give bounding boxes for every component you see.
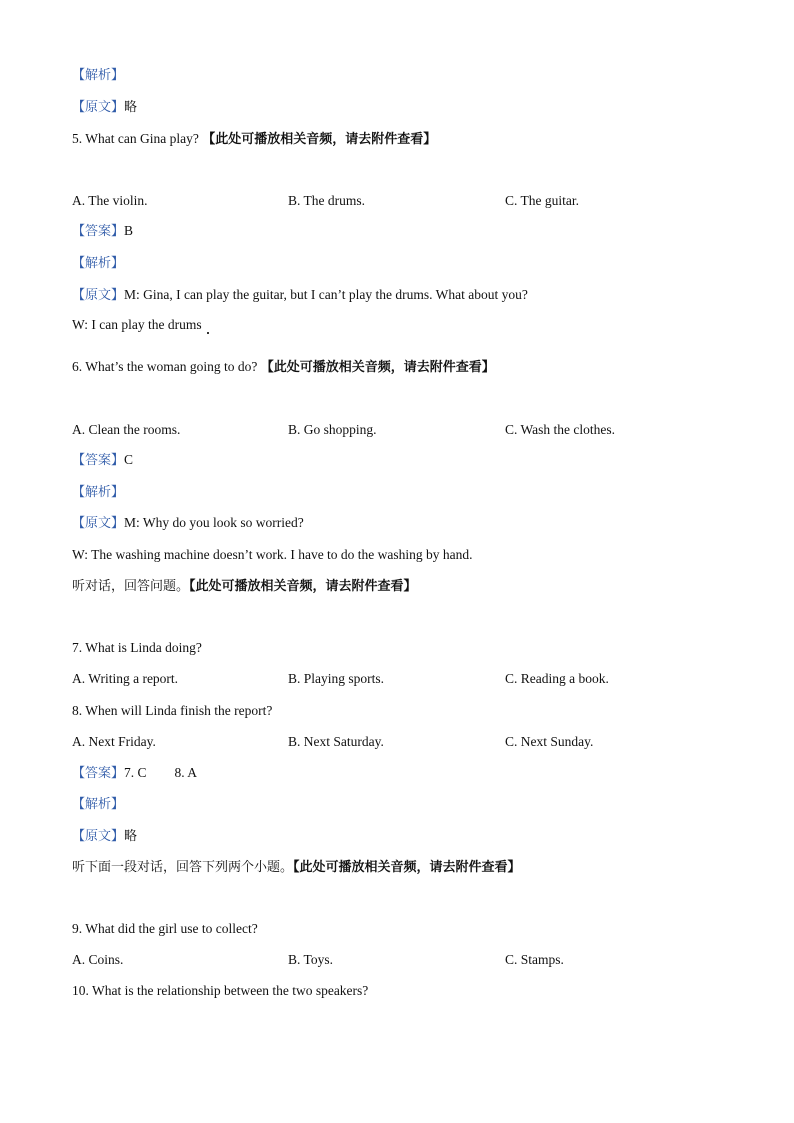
q5-original-2: W: I can play the drums [72, 317, 202, 332]
q8-option-c: C. Next Sunday. [505, 734, 594, 749]
q6-original: 【原文】M: Why do you look so worried? [72, 515, 304, 531]
q5-option-c: C. The guitar. [505, 193, 579, 208]
question-7: 7. What is Linda doing? [72, 640, 202, 655]
section-9-10-instruction: 听下面一段对话，回答下列两个小题。【此处可播放相关音频，请去附件查看】 [72, 860, 521, 875]
question-9: 9. What did the girl use to collect? [72, 921, 258, 936]
analysis-tag: 【解析】 [72, 68, 125, 83]
q8-option-b: B. Next Saturday. [288, 734, 384, 749]
q7-option-c: C. Reading a book. [505, 671, 609, 686]
q5-option-b: B. The drums. [288, 193, 365, 208]
q9-option-b: B. Toys. [288, 952, 333, 967]
question-5: 5. What can Gina play? 【此处可播放相关音频，请去附件查看】 [72, 131, 437, 147]
q7-8-answer: 【答案】7. C 8. A [72, 765, 198, 781]
question-8: 8. When will Linda finish the report? [72, 703, 273, 718]
q5-option-a: A. The violin. [72, 193, 148, 208]
q8-option-a: A. Next Friday. [72, 734, 156, 749]
q6-original-2: W: The washing machine doesn’t work. I have to do the washing by hand. [72, 547, 473, 562]
q9-option-c: C. Stamps. [505, 952, 564, 967]
original-text-line: 【原文】略 [72, 100, 138, 115]
q7-option-b: B. Playing sports. [288, 671, 385, 686]
q6-option-c: C. Wash the clothes. [505, 422, 616, 437]
q6-option-a: A. Clean the rooms. [72, 422, 181, 437]
question-6: 6. What’s the woman going to do? 【此处可播放相关音频，请去附件查看】 [72, 359, 495, 375]
q5-answer: 【答案】B [72, 223, 134, 239]
q7-option-a: A. Writing a report. [72, 671, 179, 686]
q5-analysis: 【解析】 [72, 256, 125, 271]
stray-dot [207, 332, 209, 334]
q7-8-original: 【原文】略 [72, 829, 138, 844]
q5-original: 【原文】M: Gina, I can play the guitar, but I can’t play the drums. What about you? [72, 287, 528, 303]
question-10: 10. What is the relationship between the two speakers? [72, 983, 369, 998]
q9-option-a: A. Coins. [72, 952, 124, 967]
q6-answer: 【答案】C [72, 452, 134, 468]
q6-analysis: 【解析】 [72, 485, 125, 500]
q7-8-analysis: 【解析】 [72, 797, 125, 812]
q6-option-b: B. Go shopping. [288, 422, 377, 437]
section-7-8-instruction: 听对话，回答问题。【此处可播放相关音频，请去附件查看】 [72, 579, 417, 594]
